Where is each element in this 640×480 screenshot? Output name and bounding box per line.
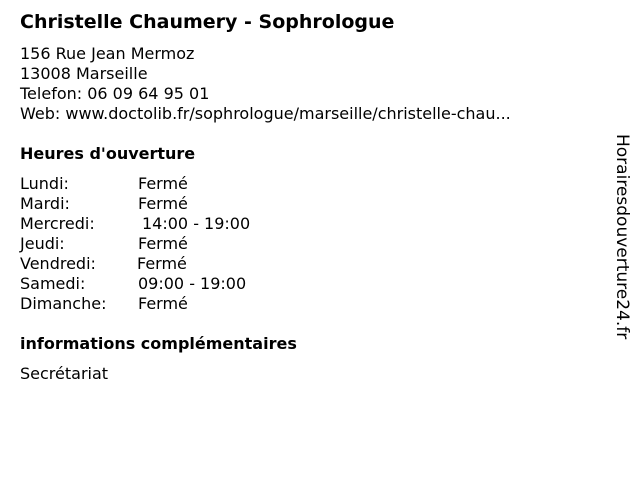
opening-hours-heading: Heures d'ouverture — [20, 144, 196, 163]
city-postal: 13008 Marseille — [20, 64, 148, 83]
hours-value: Fermé — [138, 174, 188, 193]
day-label: Dimanche: — [20, 294, 107, 313]
day-label: Mercredi: — [20, 214, 95, 233]
watermark-text: Horairesdouverture24.fr — [612, 134, 632, 340]
hours-value: Fermé — [138, 194, 188, 213]
street-address: 156 Rue Jean Mermoz — [20, 44, 195, 63]
day-label: Samedi: — [20, 274, 86, 293]
website-link[interactable]: Web: www.doctolib.fr/sophrologue/marseille/christelle-chau... — [20, 104, 511, 123]
hours-value: Fermé — [138, 234, 188, 253]
hours-value: Fermé — [138, 294, 188, 313]
business-name: Christelle Chaumery - Sophrologue — [20, 11, 395, 33]
day-label: Jeudi: — [20, 234, 65, 253]
additional-info-text: Secrétariat — [20, 364, 109, 383]
phone-number: Telefon: 06 09 64 95 01 — [20, 84, 210, 103]
day-label: Lundi: — [20, 174, 69, 193]
day-label: Vendredi: — [20, 254, 96, 273]
hours-value: 14:00 - 19:00 — [142, 214, 251, 233]
site-watermark — [612, 134, 632, 344]
additional-info-heading: informations complémentaires — [20, 334, 297, 353]
contact-block — [20, 44, 511, 124]
day-label: Mardi: — [20, 194, 70, 213]
hours-value: 09:00 - 19:00 — [138, 274, 247, 293]
hours-value: Fermé — [137, 254, 187, 273]
